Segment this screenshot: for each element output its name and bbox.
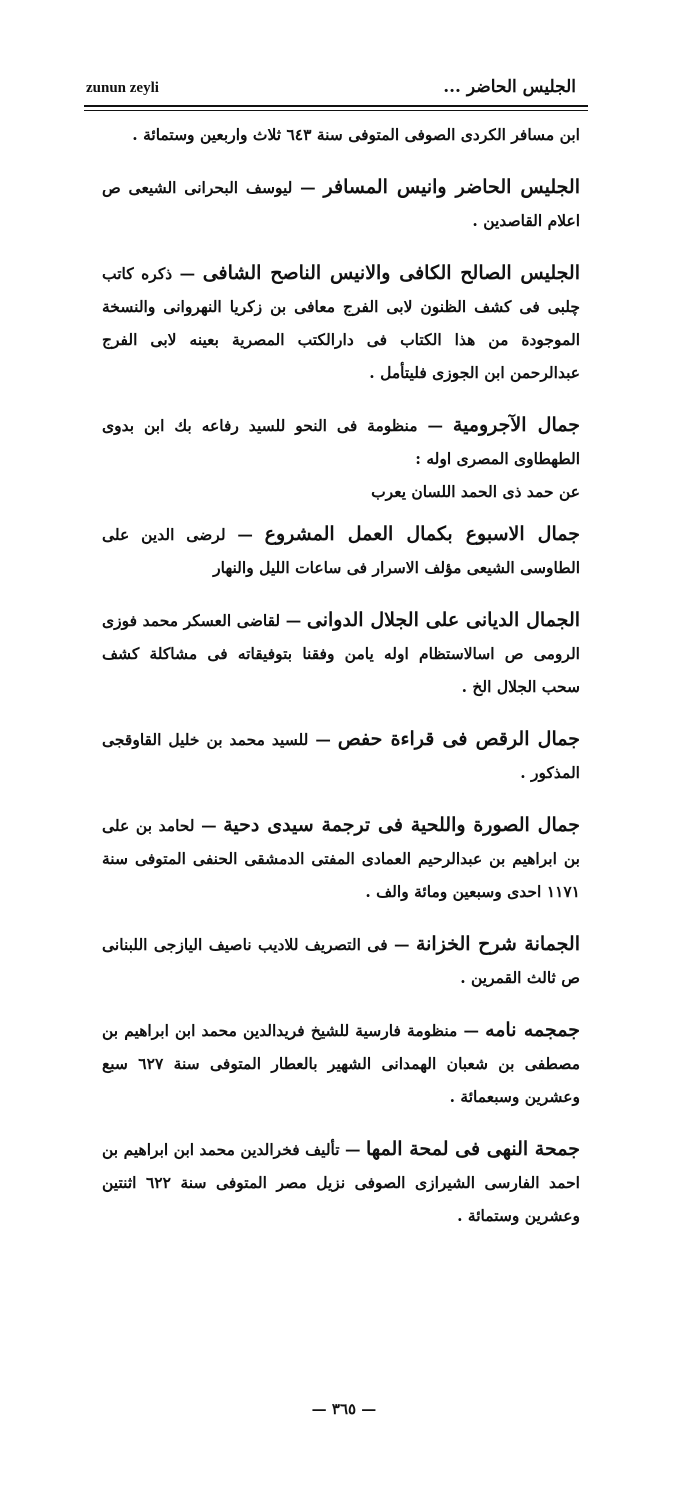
header-rule — [84, 105, 588, 107]
entry — [102, 1133, 580, 1232]
entry — [102, 723, 580, 789]
entry-text: — منظومة فى النحو للسيد رفاعه بك ابن بدوى الطهطاوى المصرى اوله : — [102, 416, 580, 468]
entry-text: — ذكره كاتب چلبى فى كشف الظنون لابى الفرج معافى بن زكريا النهروانى والنسخة الموجودة من هذا الكتاب فى دارالكتب المصرية بعينه لابى الفرج عبدالرحمن ابن الجوزى فليتأمل . — [102, 264, 580, 382]
entry-title: الجمال الديانى على الجلال الدوانى — [306, 609, 581, 631]
verse-line: عن حمد ذى الحمد اللسان يعرب — [371, 482, 580, 501]
entry — [102, 409, 580, 508]
entry-title: جمحة النهى فى لمحة المها — [365, 1138, 580, 1160]
entry-title: جمال الاسبوع بكمال العمل المشروع — [264, 523, 580, 545]
page-number: — ٣٦٥ — — [311, 1400, 377, 1418]
entry — [102, 257, 580, 389]
entry-title: جمال الآجرومية — [452, 414, 580, 436]
entry — [102, 604, 580, 703]
entry — [102, 928, 580, 994]
entry-text: — لحامد بن على بن ابراهيم بن عبدالرحيم العمادى المفتى الدمشقى الحنفى المتوفى سنة ١١٧١ احدى وسبعين ومائة والف . — [102, 816, 580, 901]
entry-text: — لقاضى العسكر محمد فوزى الرومى ص اسالاستظام اوله يامن وفقنا بتوفيقاته فى مشاكلة كشف سحب الجلال الخ . — [102, 611, 580, 696]
running-header-right: الجليس الحاضر ... — [443, 77, 576, 97]
entry-title: جمجمه نامه — [485, 1019, 580, 1041]
entry — [102, 1014, 580, 1113]
entry-text: — ليوسف البحرانى الشيعى ص اعلام القاصدين . — [102, 178, 580, 230]
entry-text: — للسيد محمد بن خليل القاوقجى المذكور . — [102, 730, 580, 782]
entry-title: جمال الرقص فى قراءة حفص — [337, 728, 580, 750]
entry-title: الجليس الصالح الكافى والانيس الناصح الشافى — [202, 262, 580, 284]
page-body — [102, 118, 580, 1252]
running-header-left: zunun zeyli — [86, 80, 159, 96]
entry — [102, 171, 580, 237]
entry-title: الجليس الحاضر وانيس المسافر — [323, 176, 580, 198]
entry — [102, 809, 580, 908]
entry-text: ابن مسافر الكردى الصوفى المتوفى سنة ٦٤٣ ثلاث واربعين وستمائة . — [132, 125, 580, 144]
entry-text: — منظومة فارسية للشيخ فريدالدين محمد ابن ابراهيم بن مصطفى بن شعبان الهمدانى الشهير بالعطار المتوفى سنة ٦٢٧ سبع وعشرين وسبعمائة . — [102, 1021, 580, 1106]
entry-continuation — [102, 118, 580, 151]
entry-text: — لرضى الدين على الطاوسى الشيعى مؤلف الاسرار فى ساعات الليل والنهار — [102, 525, 580, 577]
entry-title: الجمانة شرح الخزانة — [415, 933, 580, 955]
header-rule-thin — [84, 110, 588, 111]
entry-title: جمال الصورة واللحية فى ترجمة سيدى دحية — [223, 814, 580, 836]
entry-text: — تأليف فخرالدين محمد ابن ابراهيم بن احمد الفارسى الشيرازى الصوفى نزيل مصر المتوفى سنة ٦٢٢ اثنتين وعشرين وستمائة . — [102, 1140, 580, 1225]
entry — [102, 518, 580, 584]
entry-text: — فى التصريف للاديب ناصيف اليازجى اللبنانى ص ثالث القمرين . — [102, 935, 580, 987]
